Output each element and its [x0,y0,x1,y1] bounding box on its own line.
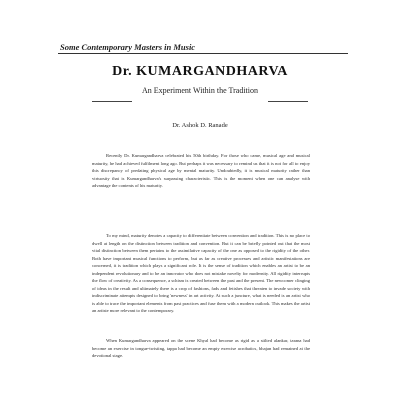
author-byline: Dr. Ashok D. Ranade [172,122,228,129]
article-subtitle: An Experiment Within the Tradition [142,86,258,95]
article-title: Dr. KUMARGANDHARVA [112,64,288,79]
body-paragraph-3: When Kumargandharva appeared on the scene Khyal had become as rigid as a stilted alankar, tarana had become an exercise in tongue-twisting, tappa had become an empty exercise acrobatics, bhajan had remained at the devotional stage. [92,338,310,359]
ornament-rule-left [92,101,132,102]
header-rule [58,53,348,54]
running-head: Some Contemporary Masters in Music [60,42,196,52]
body-paragraph-1: Recently Dr. Kumargandharva celebrated his 50th birthday. For those who came, musical age and musical maturity, he had achieved fulfilment long ago. But perhaps it was necessary to remind us that it is not for all to enjoy this discrepancy of predating physical age by mental maturity. Undoubtedly, it is musical maturity rather than virtuosity that is Kumargandharva's surpassing characteristic. This is the moment when one can analyse with advantage the contents of his maturity. [92,153,310,189]
body-paragraph-2: To my mind, maturity denotes a capacity to differentiate between convention and tradition. This is no place to dwell at length on the distinction between tradition and convention. But it can be briefly pointed out that the most vital distinction between them pertains to the assimilative capacity of the one as opposed to the rigidity of the other. Both have important musical functions to perform, but as far as creative processes and artistic manifestations are concerned, it is tradition which plays a significant role. It is the sense of tradition which enables an artist to be an independent revolutionary and to be an innovator who does not mistake novelty for modernity. All rigidity interrupts the flow of creativity. As a consequence, a schism is created between the past and the present. The newcomer clinging of ideas in the result and ultimately there is a crop of fashions, fads and fetishes that threaten to invade society with indiscriminate attempts designed to bring 'newness' in art activity. At such a juncture, what is needed is an artist who is able to trace the important elements from past practices and fuse them with a modern outlook. This makes the artist an artiste more relevant to the contemporary. [92,233,310,314]
ornament-rule-right [268,101,308,102]
